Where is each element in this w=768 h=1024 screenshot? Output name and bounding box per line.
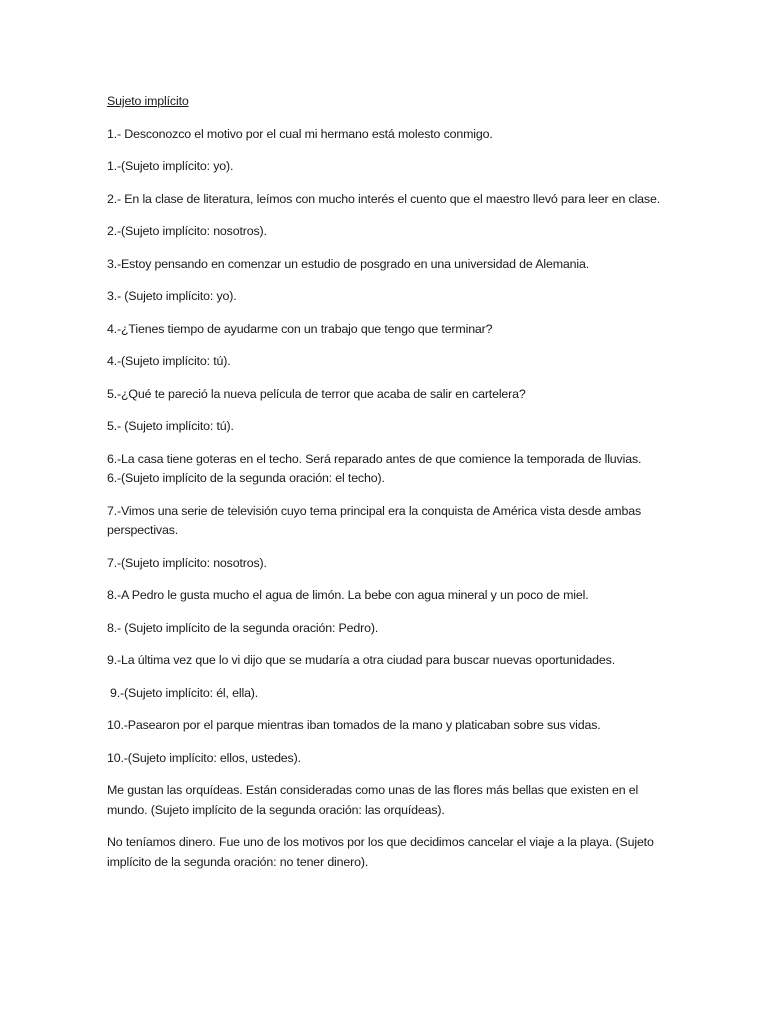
- document-body: [107, 92, 667, 885]
- paragraph-3: 2.- En la clase de literatura, leímos con mucho interés el cuento que el maestro llevó para leer en clase.: [107, 191, 660, 206]
- paragraph-11: 6.-La casa tiene goteras en el techo. Será reparado antes de que comience la temporada de lluvias.: [107, 451, 642, 466]
- paragraph-9: 5.-¿Qué te pareció la nueva película de terror que acaba de salir en cartelera?: [107, 386, 526, 401]
- paragraph-16: 8.- (Sujeto implícito de la segunda oración: Pedro).: [107, 620, 379, 635]
- paragraph-15: 8.-A Pedro le gusta mucho el agua de limón. La bebe con agua mineral y un poco de miel.: [107, 588, 589, 602]
- paragraph-5: 3.-Estoy pensando en comenzar un estudio de posgrado en una universidad de Alemania.: [107, 256, 589, 271]
- paragraph-18: 9.-(Sujeto implícito: él, ella).: [110, 685, 259, 700]
- paragraph-2: 1.-(Sujeto implícito: yo).: [107, 159, 234, 173]
- paragraph-17: 9.-La última vez que lo vi dijo que se mudaría a otra ciudad para buscar nuevas oportunidades.: [107, 653, 616, 667]
- paragraph-6: 3.- (Sujeto implícito: yo).: [107, 289, 237, 303]
- paragraph-10: 5.- (Sujeto implícito: tú).: [107, 419, 234, 433]
- document-title: Sujeto implícito: [107, 94, 189, 108]
- paragraph-1: 1.- Desconozco el motivo por el cual mi hermano está molesto conmigo.: [107, 126, 493, 141]
- paragraph-4: 2.-(Sujeto implícito: nosotros).: [107, 224, 267, 238]
- paragraph-12: 6.-(Sujeto implícito de la segunda oración: el techo).: [107, 471, 385, 485]
- paragraph-14: 7.-(Sujeto implícito: nosotros).: [107, 555, 267, 570]
- paragraph-20: 10.-(Sujeto implícito: ellos, ustedes).: [107, 750, 301, 765]
- paragraph-21: Me gustan las orquídeas. Están consideradas como unas de las flores más bellas que existen en el mundo. (Sujeto implícito de la segunda oración: las orquídeas).: [107, 783, 639, 817]
- paragraph-7: 4.-¿Tienes tiempo de ayudarme con un trabajo que tengo que terminar?: [107, 321, 493, 336]
- paragraph-8: 4.-(Sujeto implícito: tú).: [107, 354, 231, 368]
- paragraph-22: No teníamos dinero. Fue uno de los motivos por los que decidimos cancelar el viaje a la playa. (Sujeto implícito de la segunda oración: no tener dinero).: [107, 835, 654, 869]
- paragraph-13: 7.-Vimos una serie de televisión cuyo tema principal era la conquista de América vista desde ambas perspectivas.: [107, 503, 641, 537]
- paragraph-19: 10.-Pasearon por el parque mientras iban tomados de la mano y platicaban sobre sus vidas.: [107, 718, 601, 732]
